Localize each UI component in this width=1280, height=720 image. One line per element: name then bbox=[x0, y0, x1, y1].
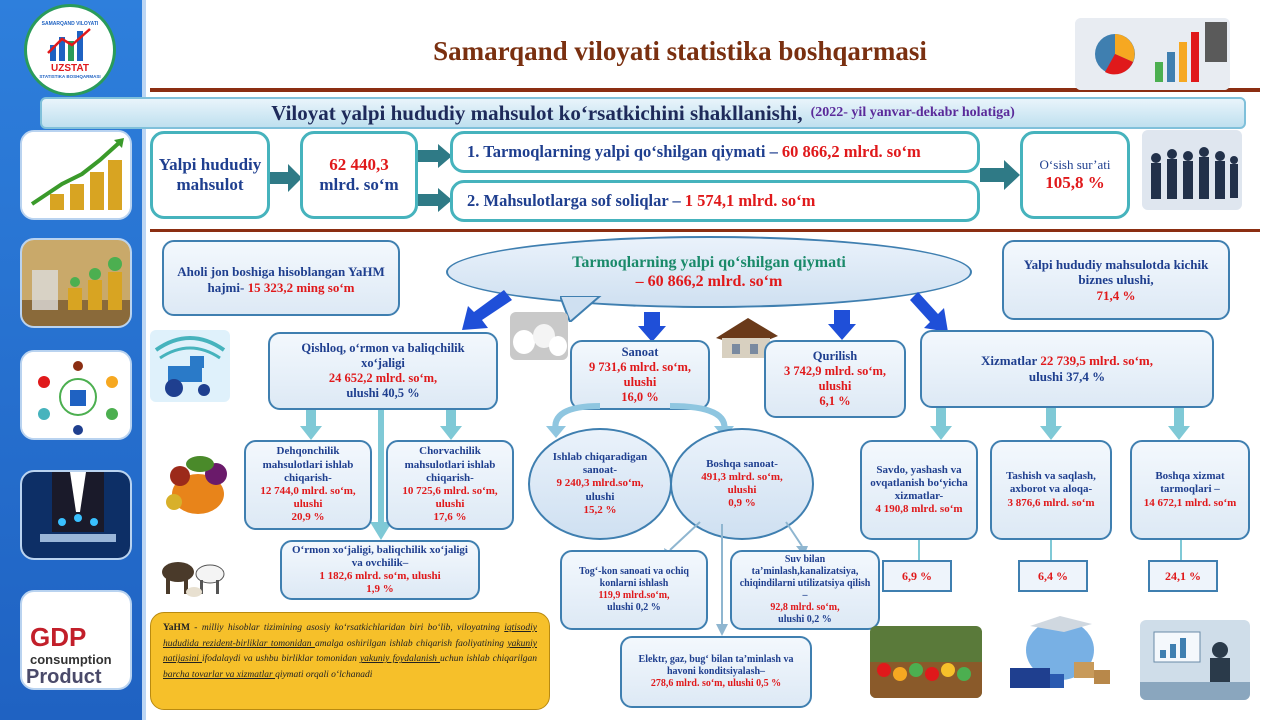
vegetables-icon bbox=[160, 440, 238, 522]
business-people-photo bbox=[1142, 130, 1242, 210]
crop-box bbox=[244, 440, 372, 530]
manufacturing-share: 15,2 % bbox=[583, 503, 617, 516]
livestock-box bbox=[386, 440, 514, 530]
services-label: Xizmatlar bbox=[981, 353, 1041, 369]
growth-value: 105,8 % bbox=[1045, 172, 1105, 192]
product-word: Product bbox=[26, 666, 102, 688]
grp-box bbox=[150, 131, 270, 219]
industry-share: 16,0 % bbox=[621, 390, 659, 404]
water-share: ulushi 0,2 % bbox=[778, 614, 832, 625]
gva-value: 60 866,2 mlrd. so‘m bbox=[781, 142, 921, 162]
grp-value: 62 440,3 bbox=[329, 154, 389, 174]
money-plants-icon bbox=[22, 240, 132, 328]
arrow-to-other-services-icon bbox=[1168, 408, 1190, 440]
electricity-value: 278,6 mlrd. so‘m, ulushi 0,5 % bbox=[650, 678, 782, 689]
construction-label: Qurilish bbox=[812, 349, 858, 363]
industry-value: 9 731,6 mlrd. so‘m, ulushi bbox=[588, 360, 692, 389]
side-card-gdp bbox=[20, 590, 132, 690]
market-stall-icon bbox=[870, 626, 982, 698]
logo-bottom-text: STATISTIKA BOSHQARMASI bbox=[39, 74, 101, 79]
note-term: YaHM bbox=[163, 623, 190, 633]
services-share: ulushi 37,4 % bbox=[1028, 369, 1106, 384]
water-label: Suv bilan ta’minlash,kanalizatsiya, chiqindilarni utilizatsiya qilish – bbox=[739, 554, 871, 601]
arrow-to-agriculture-icon bbox=[462, 290, 512, 330]
arrow-to-crop-icon bbox=[300, 410, 322, 440]
services-box bbox=[920, 330, 1214, 408]
side-card-coins bbox=[20, 130, 132, 220]
arrow-to-construction-icon bbox=[828, 310, 856, 340]
side-card-plants bbox=[20, 238, 132, 328]
grp-definition-note bbox=[150, 612, 550, 710]
arrow-to-trade-icon bbox=[930, 408, 952, 440]
tractor-photo bbox=[150, 330, 230, 402]
transport-label: Tashish va saqlash, axborot va aloqa- bbox=[1006, 470, 1096, 496]
livestock-label: Chorvachilik mahsulotlari ishlab chiqarish- bbox=[404, 445, 496, 484]
market-photo bbox=[870, 626, 982, 698]
note-text-1: - milliy hisoblar tizimining asosiy ko‘rsatkichlaridan biri bo‘lib, viloyatning bbox=[189, 623, 505, 633]
industry-label: Sanoat bbox=[621, 345, 659, 359]
subtitle-main: Viloyat yalpi hududiy mahsulot ko‘rsatkichini shakllanishi, bbox=[271, 100, 803, 125]
arrow-right-upper-icon bbox=[418, 144, 452, 168]
water-value: 92,8 mlrd. so‘m, bbox=[770, 602, 840, 613]
services-value: 22 739,5 mlrd. so‘m, bbox=[1040, 353, 1153, 369]
consumption-word: consumption bbox=[30, 652, 112, 667]
trade-box bbox=[860, 440, 978, 540]
livestock-value: 10 725,6 mlrd. so‘m, ulushi bbox=[402, 485, 498, 511]
net-taxes-label: 2. Mahsulotlarga sof soliqlar – bbox=[467, 191, 681, 211]
other-industry-value: 491,3 mlrd. so‘m, ulushi bbox=[701, 470, 783, 496]
note-text-3: ifodalaydi va ushbu birliklar tomonidan bbox=[202, 654, 360, 665]
yarn-spools-icon bbox=[510, 312, 568, 360]
gva-oval-line1: Tarmoqlarning yalpi qo‘shilgan qiymati bbox=[572, 253, 846, 271]
note-underline-1: iqtisodiy hududida rezident-birliklar tomonidan bbox=[163, 623, 537, 649]
gva-oval-line2: – 60 866,2 mlrd. so‘m bbox=[635, 273, 783, 290]
transport-share-box: 6,4 % bbox=[1018, 560, 1088, 592]
electricity-label: Elektr, gaz, bug‘ bilan ta’minlash va havoni konditsiyalash– bbox=[638, 654, 794, 677]
produce-photo bbox=[160, 440, 238, 522]
crop-value: 12 744,0 mlrd. so‘m, ulushi bbox=[260, 485, 356, 511]
logo-bars-icon bbox=[46, 27, 94, 63]
transport-connector bbox=[1050, 540, 1052, 562]
arrow-right-lower-icon bbox=[418, 188, 452, 212]
cotton-photo bbox=[510, 312, 568, 360]
growth-box bbox=[1020, 131, 1130, 219]
other-services-connector bbox=[1180, 540, 1182, 562]
agriculture-label: Qishloq, o‘rmon va baliqchilik xo‘jaligi bbox=[301, 341, 465, 370]
forestry-value: 1 182,6 mlrd. so‘m, ulushi bbox=[319, 570, 441, 582]
coins-growth-icon bbox=[22, 132, 132, 220]
side-card-tablet bbox=[20, 470, 132, 560]
water-box bbox=[730, 550, 880, 630]
trade-value: 4 190,8 mlrd. so‘m bbox=[875, 503, 963, 516]
gdp-word: GDP bbox=[30, 622, 87, 652]
logistics-icon bbox=[1000, 610, 1118, 702]
gva-oval bbox=[446, 236, 972, 308]
per-capita-box bbox=[162, 240, 400, 316]
construction-box bbox=[764, 340, 906, 418]
oval-tail-icon bbox=[560, 296, 620, 322]
logo-top-text: SAMARQAND VILOYATI bbox=[41, 21, 99, 27]
pie-chart-photo-icon bbox=[1075, 18, 1230, 90]
manufacturing-value: 9 240,3 mlrd.so‘m, bbox=[556, 477, 644, 490]
business-meeting-icon bbox=[1140, 620, 1250, 700]
construction-share: 6,1 % bbox=[819, 394, 851, 408]
other-services-share-box: 24,1 % bbox=[1148, 560, 1218, 592]
note-text-5: qiymati orqali o‘lchanadi bbox=[275, 670, 373, 681]
small-business-value: 71,4 % bbox=[1096, 287, 1136, 303]
business-people-icon bbox=[1142, 130, 1242, 210]
mining-label: Tog‘-kon sanoati va ochiq konlarni ishlash bbox=[579, 566, 689, 589]
arrow-to-services-icon bbox=[910, 292, 950, 332]
subtitle-bar bbox=[40, 97, 1246, 129]
gva-box bbox=[450, 131, 980, 173]
chart-photo bbox=[1075, 18, 1230, 90]
small-business-label: Yalpi hududiy mahsulotda kichik biznes ulushi, bbox=[1023, 256, 1209, 288]
transport-value: 3 876,6 mlrd. so‘m bbox=[1007, 496, 1095, 509]
agriculture-share: ulushi 40,5 % bbox=[346, 386, 420, 400]
economy-icons-icon bbox=[22, 352, 132, 440]
farm-animals-icon bbox=[156, 540, 236, 602]
per-capita-label: Aholi jon boshiga hisoblangan YaHM hajmi- bbox=[177, 264, 385, 295]
arrow-to-transport-icon bbox=[1040, 408, 1062, 440]
forestry-box bbox=[280, 540, 480, 600]
trade-connector bbox=[918, 540, 920, 562]
transport-box bbox=[990, 440, 1112, 540]
arrow-to-industry-icon bbox=[638, 312, 666, 342]
small-business-box bbox=[1002, 240, 1230, 320]
per-capita-value: 15 323,2 ming so‘m bbox=[247, 279, 355, 295]
manufacturing-share-label: ulushi bbox=[585, 490, 615, 503]
note-underline-2: yakuniy natijasini bbox=[163, 638, 537, 665]
meeting-photo bbox=[1140, 620, 1250, 700]
mining-box bbox=[560, 550, 708, 630]
arrow-to-livestock-icon bbox=[440, 410, 462, 440]
net-taxes-value: 1 574,1 mlrd. so‘m bbox=[684, 191, 816, 211]
agriculture-box bbox=[268, 332, 498, 410]
arrow-right-icon bbox=[270, 164, 302, 192]
mining-share: ulushi 0,2 % bbox=[607, 602, 661, 613]
note-underline-3: yakuniy foydalanish bbox=[359, 654, 441, 665]
other-industry-label: Boshqa sanoat- bbox=[706, 457, 778, 470]
subtitle-period: (2022- yil yanvar-dekabr holatiga) bbox=[810, 105, 1015, 120]
forestry-share: 1,9 % bbox=[366, 583, 394, 596]
section-divider bbox=[150, 229, 1260, 232]
tractor-icon bbox=[150, 330, 230, 402]
side-card-icons bbox=[20, 350, 132, 440]
logo-name: UZSTAT bbox=[51, 63, 89, 74]
crop-label: Dehqonchilik mahsulotlari ishlab chiqarish- bbox=[262, 445, 354, 484]
grp-label: Yalpi hududiy mahsulot bbox=[158, 154, 262, 194]
manufacturing-label: Ishlab chiqaradigan sanoat- bbox=[552, 451, 648, 477]
grp-value-box bbox=[300, 131, 418, 219]
forestry-label: O‘rmon xo‘jaligi, baliqchilik xo‘jaligi va ovchilik– bbox=[291, 543, 468, 569]
net-taxes-box bbox=[450, 180, 980, 222]
trade-share-box: 6,9 % bbox=[882, 560, 952, 592]
other-industry-share: 0,9 % bbox=[728, 497, 756, 510]
note-text-4: uchun ishlab chiqarilgan bbox=[440, 654, 537, 665]
business-tablet-icon bbox=[22, 472, 132, 560]
gva-label: 1. Tarmoqlarning yalpi qo‘shilgan qiymati – bbox=[467, 142, 778, 162]
construction-value: 3 742,9 mlrd. so‘m, ulushi bbox=[783, 364, 887, 393]
page-title: Samarqand viloyati statistika boshqarmasi bbox=[433, 36, 927, 66]
mining-value: 119,9 mlrd.so‘m, bbox=[598, 590, 670, 601]
logistics-photo bbox=[1000, 610, 1118, 702]
trade-label: Savdo, yashash va ovqatlanish bo‘yicha xizmatlar- bbox=[870, 463, 968, 502]
electricity-box bbox=[620, 636, 812, 708]
agriculture-value: 24 652,2 mlrd. so‘m, bbox=[328, 371, 438, 385]
grp-unit: mlrd. so‘m bbox=[319, 175, 399, 194]
livestock-share: 17,6 % bbox=[433, 511, 467, 524]
growth-label: O‘sish sur’ati bbox=[1039, 157, 1111, 172]
other-services-box bbox=[1130, 440, 1250, 540]
arrow-growth-icon bbox=[980, 160, 1020, 190]
other-services-value: 14 672,1 mlrd. so‘m bbox=[1143, 496, 1237, 509]
note-underline-4: barcha tovarlar va xizmatlar bbox=[163, 670, 276, 681]
note-text-2: amalga oshirilgan ishlab chiqarish faoliyatining bbox=[314, 638, 508, 649]
crop-share: 20,9 % bbox=[291, 511, 325, 524]
uzstat-logo bbox=[24, 4, 116, 96]
other-services-label: Boshqa xizmat tarmoqlari – bbox=[1155, 470, 1225, 496]
animals-photo bbox=[156, 540, 236, 602]
